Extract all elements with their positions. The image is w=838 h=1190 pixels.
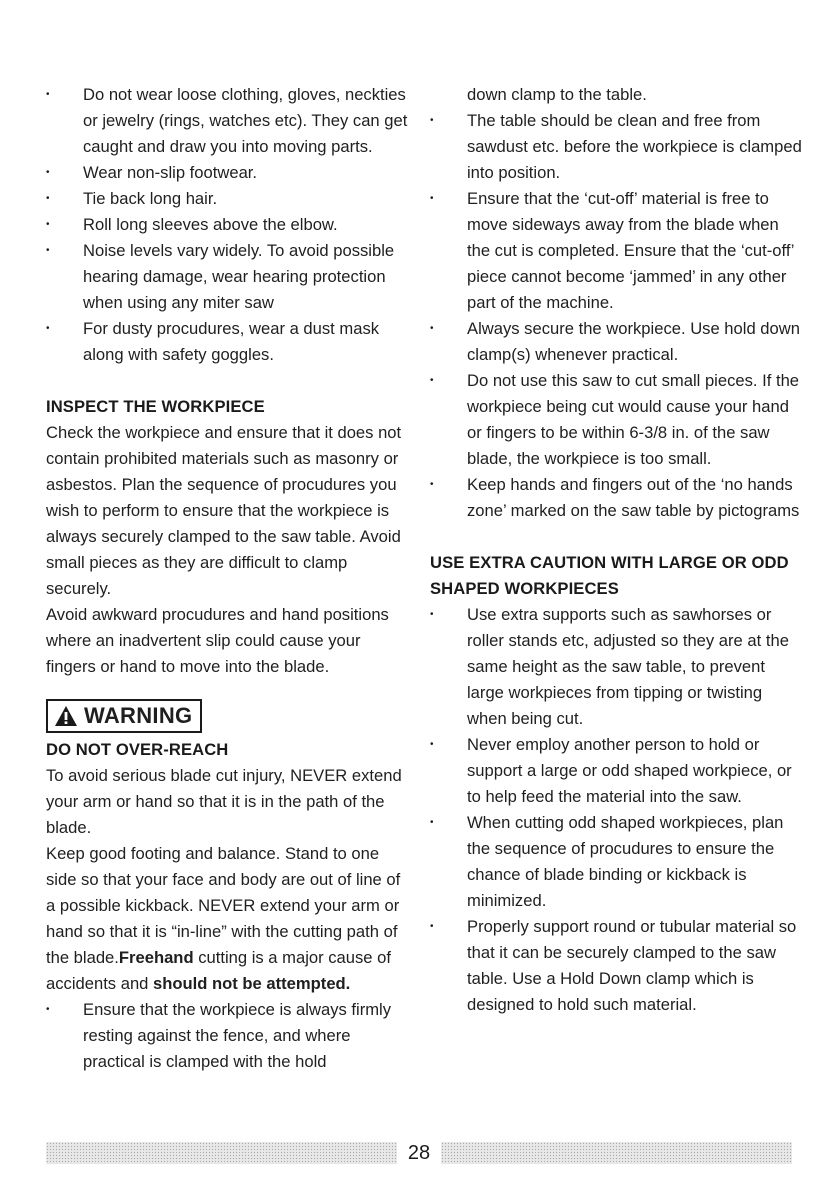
- list-item: • Tie back long hair.: [46, 186, 412, 212]
- list-item: • Do not wear loose clothing, gloves, neckties or jewelry (rings, watches etc). They can get caught and draw you into moving parts.: [46, 82, 412, 160]
- list-item: • Keep hands and fingers out of the ‘no hands zone’ marked on the saw table by pictograms: [430, 472, 802, 524]
- footer-bar-left: [46, 1142, 397, 1164]
- list-item: • Do not use this saw to cut small pieces. If the workpiece being cut would cause your hand or fingers to be within 6-3/8 in. of the saw blade, the workpiece is too small.: [430, 368, 802, 472]
- inspect-paragraph: Check the workpiece and ensure that it does not contain prohibited materials such as masonry or asbestos. Plan the sequence of procudures you wish to perform to ensure that the workpiece is always securely clamped to the saw table. Avoid small pieces as they are difficult to clamp securely.: [46, 423, 402, 598]
- list-item: • Use extra supports such as sawhorses or roller stands etc, adjusted so they are at the same height as the saw table, to prevent large workpieces from tipping or twisting when being cut.: [430, 602, 802, 732]
- inspect-heading: INSPECT THE WORKPIECE: [46, 397, 265, 416]
- list-item: • Ensure that the workpiece is always firmly resting against the fence, and where practical is clamped with the hold: [46, 997, 412, 1075]
- fence-list: [46, 997, 412, 1075]
- inspect-paragraph: Avoid awkward procudures and hand positions where an inadvertent slip could cause your fingers or hand to move into the blade.: [46, 605, 389, 676]
- footer-bar-right: [441, 1142, 792, 1164]
- large-workpieces-list: [430, 602, 802, 1018]
- list-item: • Roll long sleeves above the elbow.: [46, 212, 412, 238]
- list-item: • Properly support round or tubular material so that it can be securely clamped to the saw table. Use a Hold Down clamp which is designed to hold such material.: [430, 914, 802, 1018]
- warning-triangle-icon: [54, 705, 78, 727]
- large-workpieces-heading: USE EXTRA CAUTION WITH LARGE OR ODD SHAPED WORKPIECES: [430, 553, 789, 598]
- list-item: • When cutting odd shaped workpieces, plan the sequence of procudures to ensure the chance of blade binding or kickback is minimized.: [430, 810, 802, 914]
- overreach-paragraph-2: [46, 841, 412, 997]
- warning-text: WARNING: [84, 703, 193, 728]
- list-item: • Ensure that the ‘cut-off’ material is free to move sideways away from the blade when the cut is completed. Ensure that the ‘cut-off’ piece cannot become ‘jammed’ in any other part of the machine.: [430, 186, 802, 316]
- list-item: • The table should be clean and free from sawdust etc. before the workpiece is clamped into position.: [430, 108, 802, 186]
- overreach-text: Keep good footing and balance. Stand to one side so that your face and body are out of line of a possible kickback. NEVER extend your arm or hand so that it is “in-line” with the cutting path of the blade.: [46, 844, 401, 967]
- left-column: [46, 82, 412, 1075]
- workpiece-safety-list: [430, 108, 802, 524]
- list-item: • Never employ another person to hold or support a large or odd shaped workpiece, or to help feed the material into the saw.: [430, 732, 802, 810]
- warning-label-box: [46, 699, 202, 733]
- list-item: • Wear non-slip footwear.: [46, 160, 412, 186]
- page-footer: [46, 1138, 792, 1168]
- continued-text: down clamp to the table.: [467, 85, 647, 104]
- right-column: [430, 82, 802, 1018]
- overreach-paragraph: To avoid serious blade cut injury, NEVER extend your arm or hand so that it is in the path of the blade.: [46, 766, 402, 837]
- overreach-heading: DO NOT OVER-REACH: [46, 740, 229, 759]
- should-not-emphasis: should not be attempted.: [153, 974, 351, 993]
- list-item: • Always secure the workpiece. Use hold down clamp(s) whenever practical.: [430, 316, 802, 368]
- list-item: • Noise levels vary widely. To avoid possible hearing damage, wear hearing protection when using any miter saw: [46, 238, 412, 316]
- list-item: • For dusty procudures, wear a dust mask along with safety goggles.: [46, 316, 412, 368]
- freehand-emphasis: Freehand: [118, 948, 194, 967]
- spacer: [46, 368, 412, 394]
- clothing-safety-list: [46, 82, 412, 368]
- page-number: 28: [407, 1142, 431, 1164]
- overreach-text: cutting is a major cause of accidents and: [46, 948, 391, 993]
- spacer: [430, 524, 802, 550]
